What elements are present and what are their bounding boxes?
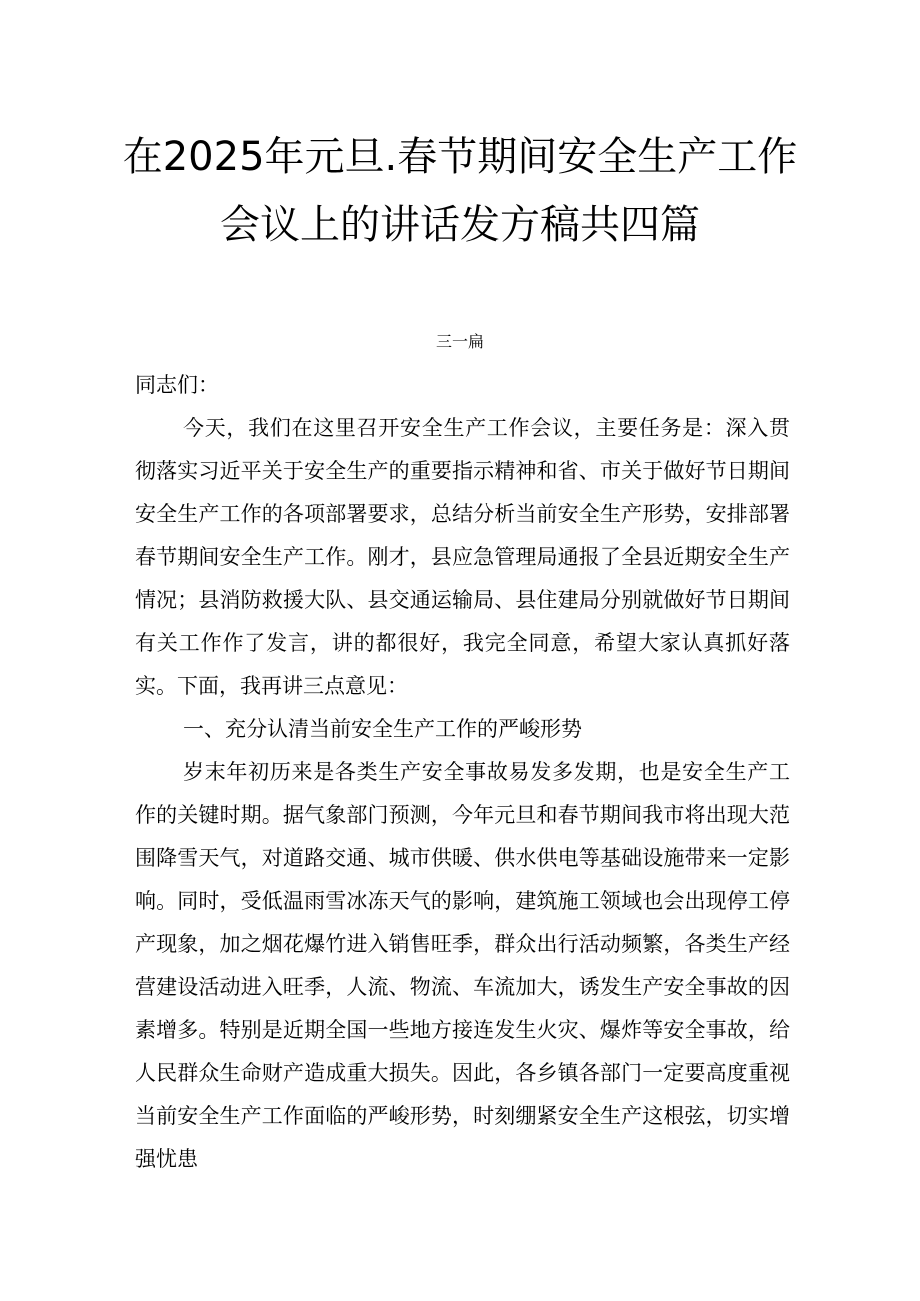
section-label: 三一扁 bbox=[435, 332, 484, 351]
document-title-line-2: 会议上的讲话发方稿共四篇 bbox=[220, 202, 700, 248]
document-title-line-1: 在2025年元旦.春节期间安全生产工作 bbox=[122, 134, 798, 180]
document-body bbox=[135, 364, 790, 1181]
section-heading-1: 一、充分认清当前安全生产工作的严峻形势 bbox=[183, 717, 582, 741]
paragraph-intro: 今天，我们在这里召开安全生产工作会议，主要任务是：深入贯彻落实习近平关于安全生产的重要指示精神和省、市关于做好节日期间安全生产工作的各项部署要求，总结分析当前安全生产形势，安排部署春节期间安全生产工作。刚才，县应急管理局通报了全县近期安全生产情况；县消防救援大队、县交通运输局、县住建局分别就做好节日期间有关工作作了发言，讲的都很好，我完全同意，希望大家认真抓好落实。下面，我再讲三点意见： bbox=[135, 416, 790, 698]
salutation: 同志们： bbox=[135, 373, 219, 397]
paragraph-situation: 岁末年初历来是各类生产安全事故易发多发期，也是安全生产工作的关键时期。据气象部门预测，今年元旦和春节期间我市将出现大范围降雪天气，对道路交通、城市供暖、供水供电等基础设施带来一定影响。同时，受低温雨雪冰冻天气的影响，建筑施工领域也会出现停工停产现象，加之烟花爆竹进入销售旺季，群众出行活动频繁，各类生产经营建设活动进入旺季，人流、物流、车流加大，诱发生产安全事故的因素增多。特别是近期全国一些地方接连发生火灾、爆炸等安全事故，给人民群众生命财产造成重大损失。因此，各乡镇各部门一定要高度重视当前安全生产工作面临的严峻形势，时刻绷紧安全生产这根弦，切实增强忧患 bbox=[135, 760, 790, 1171]
